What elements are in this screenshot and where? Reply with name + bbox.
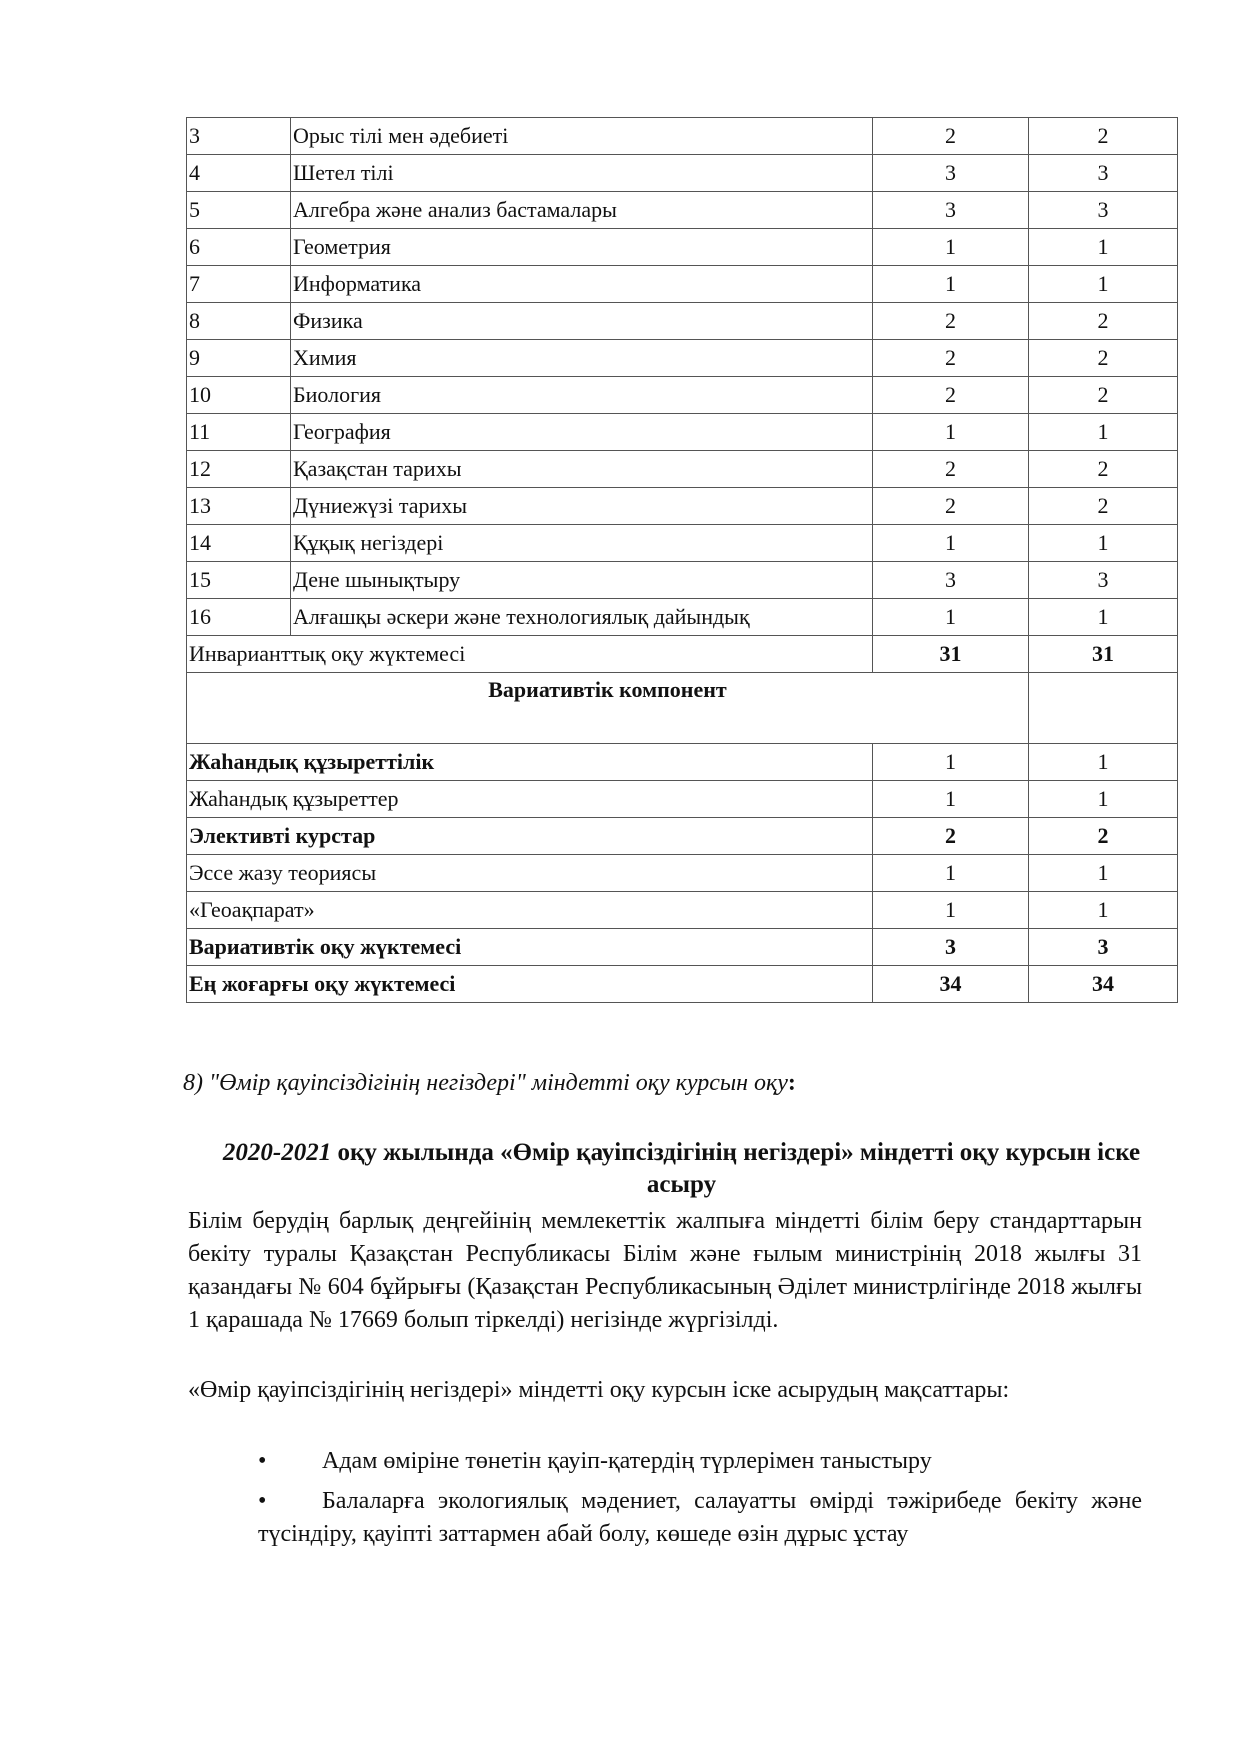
variative-section-row [187, 673, 1178, 744]
hours-col2: 1 [1029, 892, 1178, 929]
hours-col1: 2 [873, 118, 1029, 155]
subject-name: География [291, 414, 873, 451]
variative-row [187, 744, 1178, 781]
hours-col1: 2 [873, 303, 1029, 340]
variative-row [187, 818, 1178, 855]
subject-name: Дүниежүзі тарихы [291, 488, 873, 525]
item-8-text: 8) "Өмір қауіпсіздігінің негіздері" міндетті оқу курсын оқу [183, 1070, 788, 1096]
row-number: 12 [187, 451, 291, 488]
hours-col2: 2 [1029, 377, 1178, 414]
hours-col1: 1 [873, 599, 1029, 636]
hours-col1: 2 [873, 488, 1029, 525]
variative-label: Жаһандық құзыреттілік [187, 744, 873, 781]
row-number: 14 [187, 525, 291, 562]
hours-col2: 3 [1029, 562, 1178, 599]
variative-label: Жаһандық құзыреттер [187, 781, 873, 818]
hours-col1: 1 [873, 229, 1029, 266]
list-item [258, 1445, 1142, 1478]
subject-name: Шетел тілі [291, 155, 873, 192]
subject-name: Алғашқы әскери және технологиялық дайындық [291, 599, 873, 636]
variative-row [187, 855, 1178, 892]
table-row [187, 118, 1178, 155]
subject-name: Биология [291, 377, 873, 414]
hours-col1: 1 [873, 892, 1029, 929]
row-number: 16 [187, 599, 291, 636]
variative-label: Эссе жазу теориясы [187, 855, 873, 892]
variative-row [187, 892, 1178, 929]
row-number: 4 [187, 155, 291, 192]
max-total-col1: 34 [873, 966, 1029, 1003]
hours-col1: 3 [873, 155, 1029, 192]
variative-row [187, 781, 1178, 818]
hours-col2: 1 [1029, 414, 1178, 451]
hours-col2: 2 [1029, 451, 1178, 488]
subject-name: Химия [291, 340, 873, 377]
hours-col2: 2 [1029, 340, 1178, 377]
max-total-col2: 34 [1029, 966, 1178, 1003]
list-item [258, 1485, 1142, 1551]
table-row [187, 562, 1178, 599]
hours-col2: 3 [1029, 155, 1178, 192]
max-total-row [187, 966, 1178, 1003]
hours-col2: 2 [1029, 118, 1178, 155]
row-number: 5 [187, 192, 291, 229]
hours-col1: 1 [873, 525, 1029, 562]
table-row [187, 414, 1178, 451]
table-row [187, 155, 1178, 192]
hours-col2: 1 [1029, 599, 1178, 636]
row-number: 10 [187, 377, 291, 414]
subject-name: Орыс тілі мен әдебиеті [291, 118, 873, 155]
hours-col2: 2 [1029, 818, 1178, 855]
hours-col1: 1 [873, 744, 1029, 781]
variative-section-title: Вариативтік компонент [187, 673, 1029, 744]
section-heading [186, 1137, 1177, 1201]
hours-col2: 1 [1029, 781, 1178, 818]
invariant-total-col1: 31 [873, 636, 1029, 673]
invariant-total-col2: 31 [1029, 636, 1178, 673]
table-row [187, 488, 1178, 525]
empty-cell [1029, 673, 1178, 744]
variative-label: «Геоақпарат» [187, 892, 873, 929]
paragraph-goals-intro: «Өмір қауіпсіздігінің негіздері» міндетті оқу курсын іске асырудың мақсаттары: [188, 1377, 1010, 1403]
row-number: 6 [187, 229, 291, 266]
subject-name: Қазақстан тарихы [291, 451, 873, 488]
subject-name: Дене шынықтыру [291, 562, 873, 599]
invariant-total-row [187, 636, 1178, 673]
hours-col1: 3 [873, 192, 1029, 229]
row-number: 11 [187, 414, 291, 451]
list-item-text: Адам өміріне төнетін қауіп-қатердің түрлерімен таныстыру [322, 1448, 932, 1474]
hours-col2: 1 [1029, 229, 1178, 266]
row-number: 15 [187, 562, 291, 599]
hours-col1: 3 [873, 562, 1029, 599]
table-row [187, 599, 1178, 636]
item-8-colon: : [787, 1070, 796, 1096]
table-row [187, 303, 1178, 340]
max-total-label: Ең жоғарғы оқу жүктемесі [187, 966, 873, 1003]
row-number: 13 [187, 488, 291, 525]
subject-name: Алгебра және анализ бастамалары [291, 192, 873, 229]
hours-col1: 2 [873, 340, 1029, 377]
bullet-icon: • [258, 1488, 267, 1514]
hours-col1: 1 [873, 781, 1029, 818]
hours-col2: 1 [1029, 855, 1178, 892]
hours-col2: 3 [1029, 192, 1178, 229]
variative-label: Элективті курстар [187, 818, 873, 855]
heading-text: оқу жылында «Өмір қауіпсіздігінің негіздері» міндетті оқу курсын іске асыру [331, 1139, 1141, 1198]
table-row [187, 229, 1178, 266]
hours-col1: 2 [873, 818, 1029, 855]
bullet-icon: • [258, 1448, 267, 1474]
table-row [187, 266, 1178, 303]
subject-name: Геометрия [291, 229, 873, 266]
row-number: 8 [187, 303, 291, 340]
table-row [187, 340, 1178, 377]
hours-col2: 1 [1029, 525, 1178, 562]
hours-col2: 1 [1029, 744, 1178, 781]
variative-total-row [187, 929, 1178, 966]
hours-col2: 1 [1029, 266, 1178, 303]
subject-name: Физика [291, 303, 873, 340]
hours-col1: 1 [873, 855, 1029, 892]
hours-col2: 2 [1029, 303, 1178, 340]
heading-year: 2020-2021 [222, 1139, 332, 1166]
subject-name: Информатика [291, 266, 873, 303]
hours-col1: 2 [873, 377, 1029, 414]
row-number: 9 [187, 340, 291, 377]
table-row [187, 377, 1178, 414]
table-row [187, 525, 1178, 562]
hours-col1: 2 [873, 451, 1029, 488]
hours-col1: 1 [873, 414, 1029, 451]
hours-col1: 1 [873, 266, 1029, 303]
row-number: 3 [187, 118, 291, 155]
goals-list [258, 1445, 1142, 1558]
list-item-text: Балаларға экологиялық мәдениет, салауатты өмірді тәжірибеде бекіту және түсіндіру, қауіпті заттармен абай болу, көшеде өзін дұрыс ұстау [258, 1488, 1142, 1547]
paragraph-legal-basis: Білім берудің барлық деңгейінің мемлекеттік жалпыға міндетті білім беру стандарттарын бекіту туралы Қазақстан Республикасы Білім және ғылым министрінің 2018 жылғы 31 қазандағы № 604 бұйрығы (Қазақстан Республикасының Әділет министрлігінде 2018 жылғы 1 қарашада № 17669 болып тіркелді) негізінде жүргізілді. [188, 1208, 1142, 1333]
table-row [187, 192, 1178, 229]
table-row [187, 451, 1178, 488]
curriculum-table [186, 117, 1178, 1003]
list-item-8 [183, 1070, 796, 1097]
variative-total-label: Вариативтік оқу жүктемесі [187, 929, 873, 966]
row-number: 7 [187, 266, 291, 303]
invariant-total-label: Инварианттық оқу жүктемесі [187, 636, 873, 673]
variative-total-col1: 3 [873, 929, 1029, 966]
subject-name: Құқық негіздері [291, 525, 873, 562]
variative-total-col2: 3 [1029, 929, 1178, 966]
hours-col2: 2 [1029, 488, 1178, 525]
